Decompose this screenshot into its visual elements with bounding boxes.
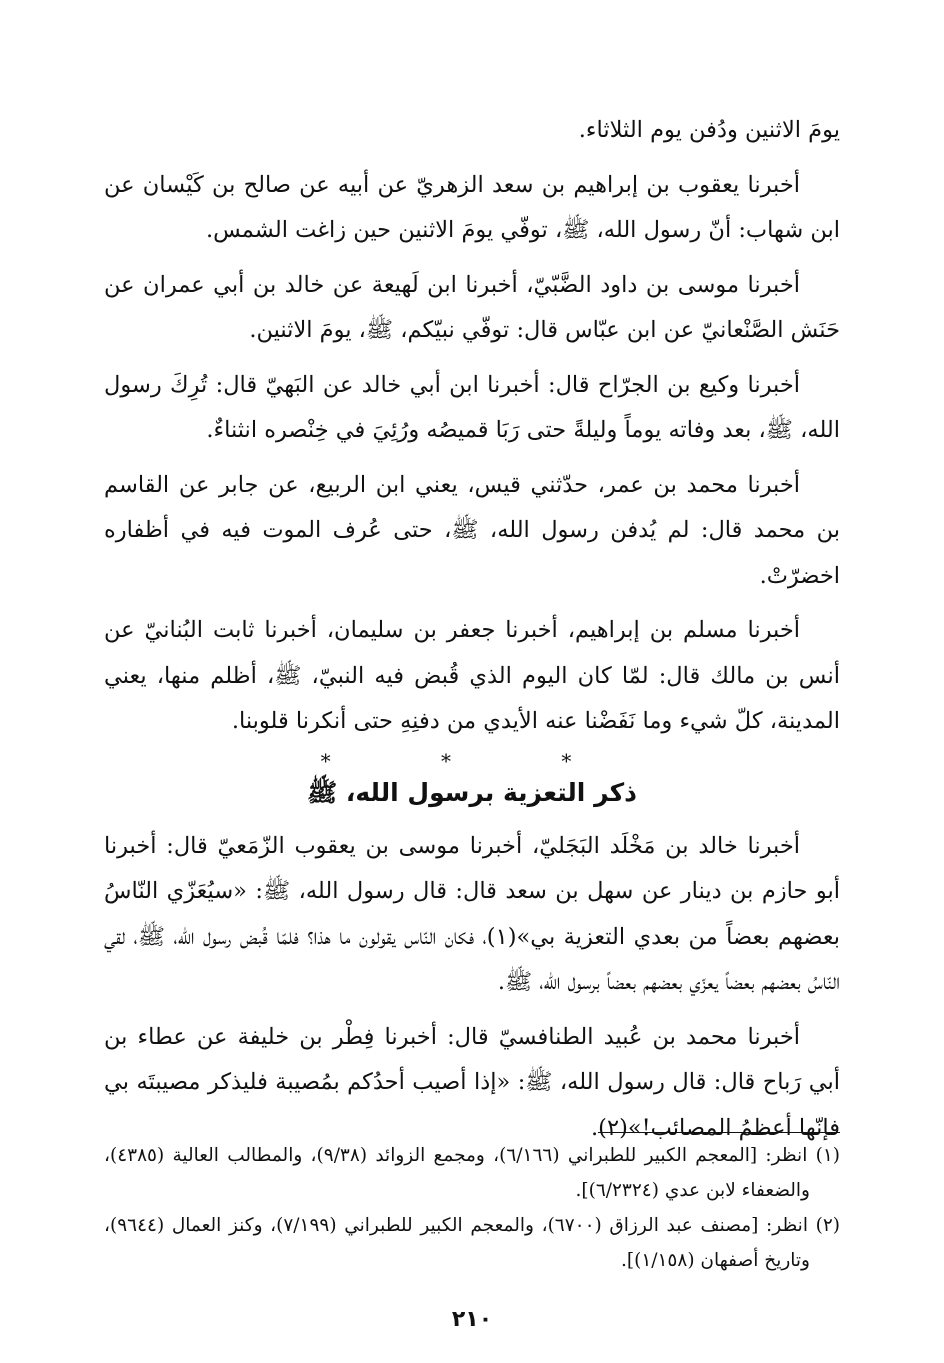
footnote: (٢) انظر: [مصنف عبد الرزاق (٦٧٠٠)، والمعجم الكبير للطبراني (٧/١٩٩)، وكنز العمال (٩٦٤٤)، وتاريخ أصفهان (١/١٥٨)]. xyxy=(104,1215,840,1271)
section-heading: ذكر التعزية برسول الله، ﷺ xyxy=(306,777,638,807)
paragraph: أخبرنا يعقوب بن إبراهيم بن سعد الزهريّ عن أبيه عن صالح بن كَيْسان عن ابن شهاب: أنّ رسول الله، ﷺ، توفّي يومَ الاثنين حين زاغت الشمس. xyxy=(104,171,840,243)
section-separator: * * * xyxy=(320,748,624,773)
paragraph: أخبرنا محمد بن عُبيد الطنافسيّ قال: أخبرنا فِطْر بن خليفة عن عطاء بن أبي رَباح قال: قال رسول الله، ﷺ: «إذا أصيب أحدُكم بمُصيبة فليذكر مصيبتَه بي فإنّها أعظمُ المصائب!»(٢). xyxy=(104,1023,840,1141)
main-text xyxy=(104,108,840,1160)
footnote-divider xyxy=(598,1132,840,1133)
paragraph: أخبرنا وكيع بن الجرّاح قال: أخبرنا ابن أبي خالد عن البَهيّ قال: تُرِكَ رسول الله، ﷺ، بعد وفاته يوماً وليلةً حتى رَبَا قميصُه ورُئِيَ في خِنْصره انثناءٌ. xyxy=(104,371,840,443)
footnote: (١) انظر: [المعجم الكبير للطبراني (٦/١٦٦)، ومجمع الزوائد (٩/٣٨)، والمطالب العالية (٤٣٨٥)، والضعفاء لابن عدي (٦/٢٣٢٤)]. xyxy=(104,1145,841,1201)
paragraph-continuation: يومَ الاثنين ودُفن يوم الثلاثاء. xyxy=(578,117,840,143)
paragraph: أخبرنا خالد بن مَخْلَد البَجَليّ، أخبرنا موسى بن يعقوب الزّمَعيّ قال: أخبرنا أبو حازم بن دينار عن سهل بن سعد قال: قال رسول الله، ﷺ: «سيُعَزّي النّاسُ بعضهم بعضاً من بعدي التعزية بي»(١)، فكان النّاس يقولون ما هذا؟ فلمّا قُبض رسول الله، ﷺ، لقي النّاسُ بعضهم بعضاً يعزّي بعضهم بعضاً برسول الله، ﷺ. xyxy=(104,832,840,995)
paragraph: أخبرنا مسلم بن إبراهيم، أخبرنا جعفر بن سليمان، أخبرنا ثابت البُنانيّ عن أنس بن مالك قال: لمّا كان اليوم الذي قُبض فيه النبيّ، ﷺ، أظلم منها، يعني المدينة، كلّ شيء وما نَفَضْنا عنه الأيدي من دفنِهِ حتى أنكرنا قلوبنا. xyxy=(104,617,840,734)
footnotes xyxy=(104,1138,840,1278)
paragraph: أخبرنا محمد بن عمر، حدّثني قيس، يعني ابن الربيع، عن جابر عن القاسم بن محمد قال: لم يُدفن رسول الله، ﷺ، حتى عُرف الموت فيه في أظفاره اخضرّتْ. xyxy=(104,471,840,589)
paragraph: أخبرنا موسى بن داود الضَّبّيّ، أخبرنا ابن لَهيعة عن خالد بن أبي عمران عن حَنَش الصَّنْعانيّ عن ابن عبّاس قال: توفّي نبيّكم، ﷺ، يومَ الاثنين. xyxy=(104,271,840,343)
page-number: ٢١٠ xyxy=(451,1307,493,1332)
